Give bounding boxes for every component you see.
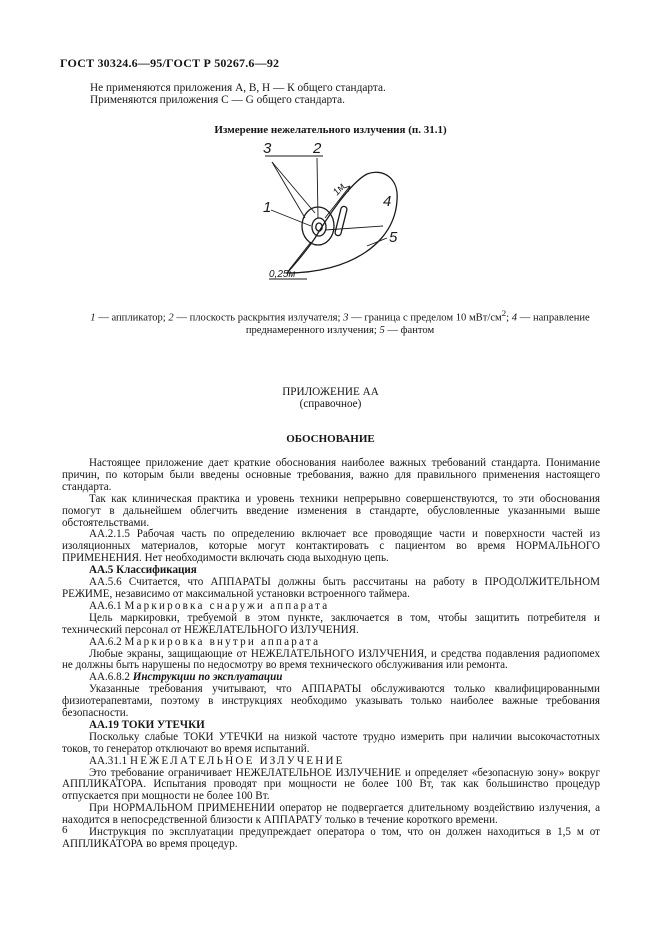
clause-title: Маркировка внутри аппарата: [124, 635, 321, 648]
paragraph: АА.2.1.5 Рабочая часть по определению включает все проводящие части и поверхности частей из изоляционных материалов, которые могут контактировать с пациентом во время НОРМАЛЬНОГО ПРИМЕНЕНИЯ. Нет необходимости включать сюда выходную цепь.: [62, 528, 600, 565]
paragraph: Так как клиническая практика и уровень техники непрерывно совершенствуются, то эти обоснования помогут в дальнейшем облегчить введение изменения в стандарте, обусловленные указанными выше обстоятельствами.: [62, 492, 600, 529]
measuring-probe: [334, 206, 347, 237]
clause-number: АА.6.8.2: [89, 671, 130, 684]
dimension-label-025m: 0,25м: [269, 269, 296, 280]
caption-num: 2: [168, 312, 174, 324]
paragraph: Настоящее приложение дает краткие обоснования наиболее важных требований стандарта. Понимание причин, по которым были введены основные требования, важно для правильного применения настоящего стандарта.: [62, 457, 600, 493]
paragraph: Цель маркировки, требуемой в этом пункте, заключается в том, чтобы защитить потребителя и технический персонал от НЕЖЕЛАТЕЛЬНОГО ИЗЛУЧЕНИЯ.: [62, 611, 600, 636]
leader-5: [367, 238, 387, 246]
caption-num: 5: [379, 324, 385, 336]
figure-title: Измерение нежелательного излучения (п. 31.1): [214, 124, 447, 136]
leader-3b: [272, 162, 315, 213]
body-text: [62, 458, 600, 851]
caption-text: — плоскость раскрытия излучателя;: [173, 312, 344, 324]
clause-heading: АА.5 Классификация: [89, 564, 197, 577]
clause-number: АА.6.2: [89, 635, 122, 648]
figure-label-3: 3: [263, 140, 272, 157]
paragraph: Поскольку слабые ТОКИ УТЕЧКИ на низкой частоте трудно измерить при наличии высокочастотных токов, то генератор отключают во время испытаний.: [62, 730, 600, 755]
figure-label-2: 2: [313, 140, 322, 157]
figure-caption: [70, 307, 610, 337]
caption-num: 4: [511, 312, 518, 324]
clause-number: АА.31.1: [89, 754, 128, 767]
paragraph: Указанные требования учитывают, что АППАРАТЫ обслуживаются только квалифицированными физиотерапевтами, поэтому в инструкциях необходимо указывать только наиболее важные требования безопасности.: [62, 683, 600, 720]
appendix-subtitle: (справочное): [299, 398, 362, 410]
applicator-outer: [312, 218, 326, 236]
clause-heading: [62, 637, 600, 649]
radiation-measurement-figure: [255, 138, 415, 288]
paragraph: АА.5.6 Считается, что АППАРАТЫ должны быть рассчитаны на работу в ПРОДОЛЖИТЕЛЬНОМ РЕЖИМЕ, независимо от максимальной установки встроенного таймера.: [62, 576, 600, 600]
clause-heading: АА.19 ТОКИ УТЕЧКИ: [89, 718, 205, 731]
paragraph: Инструкция по эксплуатации предупреждает оператора о том, что он должен находиться в 1,5 м от АППЛИКАТОРА во время процедур.: [62, 826, 600, 850]
caption-num: 3: [343, 312, 349, 324]
page-header: ГОСТ 30324.6—95/ГОСТ Р 50267.6—92: [60, 56, 280, 70]
caption-text: ;: [506, 312, 512, 324]
leader-3: [272, 162, 305, 218]
caption-text: — аппликатор;: [95, 312, 169, 324]
dimension-label-1m: 1м: [331, 181, 348, 199]
paragraph: Любые экраны, защищающие от НЕЖЕЛАТЕЛЬНОГО ИЗЛУЧЕНИЯ, и средства подавления радиопомех не должны быть нарушены по недосмотру во время технического обслуживания или ремонта.: [62, 647, 600, 672]
appendix-title: ПРИЛОЖЕНИЕ АА: [282, 386, 379, 398]
clause-heading: [62, 601, 600, 613]
clause-number: АА.6.1: [89, 599, 122, 612]
intro-block: [90, 82, 630, 106]
leader-2: [317, 158, 318, 218]
intro-line: Не применяются приложения А, В, Н — К общего стандарта.: [90, 82, 386, 94]
clause-title: НЕЖЕЛАТЕЛЬНОЕ ИЗЛУЧЕНИЕ: [130, 754, 345, 767]
figure-label-5: 5: [389, 229, 398, 246]
paragraph: При НОРМАЛЬНОМ ПРИМЕНЕНИИ оператор не подвергается длительному воздействию излучения, а находится в непосредственной близости к АППАРАТУ только в течение короткого времени.: [62, 802, 600, 827]
caption-num: 1: [90, 312, 96, 324]
caption-superscript: 2: [501, 308, 507, 318]
section-heading: ОБОСНОВАНИЕ: [286, 433, 375, 445]
paragraph: Это требование ограничивает НЕЖЕЛАТЕЛЬНОЕ ИЗЛУЧЕНИЕ и определяет «безопасную зону» вокруг АППЛИКАТОРА. Испытания проводят при мощности не более 100 Вт, так как большинство процедур отпускается при мощности не более 100 Вт.: [62, 766, 600, 803]
page-number: 6: [62, 824, 68, 836]
clause-title: Маркировка снаружи аппарата: [124, 599, 330, 612]
caption-text: — граница с пределом 10 мВт/см: [348, 312, 502, 324]
intro-line: Применяются приложения С — G общего стандарта.: [90, 94, 345, 106]
caption-text: — фантом: [384, 324, 435, 336]
clause-heading: [62, 756, 600, 768]
figure-label-4: 4: [383, 193, 392, 210]
appendix-title-block: [0, 386, 661, 410]
clause-title: Инструкции по эксплуатации: [132, 671, 283, 684]
caption-text: — направление преднамеренного излучения;: [245, 312, 590, 336]
figure-label-1: 1: [263, 199, 272, 216]
dimension-line-025m: [289, 242, 311, 270]
